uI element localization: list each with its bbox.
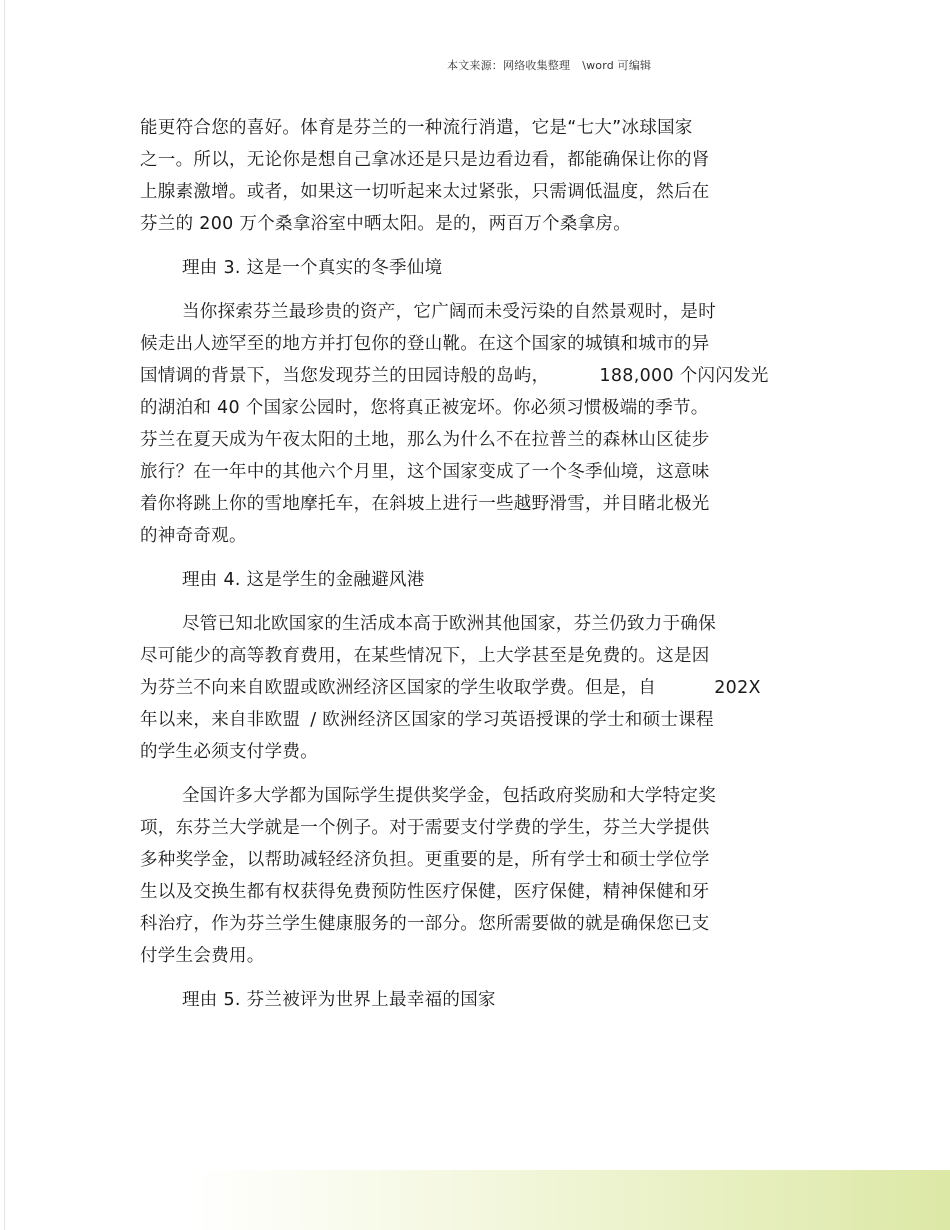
text-fragment: / 欧洲经济区国家的学习英语授课的学士和硕士课程 (310, 710, 714, 730)
paragraph-sports (140, 112, 800, 240)
text-line: 旅行？在一年中的其他六个月里，这个国家变成了一个冬季仙境，这意味 (140, 462, 710, 482)
decorative-footer-band (190, 1170, 950, 1230)
text-fragment: 202X (714, 678, 761, 698)
text-line: 的神奇奇观。 (140, 526, 247, 546)
text-fragment: 国情调的背景下，当您发现芬兰的田园诗般的岛屿， (140, 366, 550, 386)
section-heading: 理由 3. 这是一个真实的冬季仙境 (182, 258, 443, 278)
text-line: 生以及交换生都有权获得免费预防性医疗保健，医疗保健，精神保健和牙 (140, 882, 710, 902)
text-line: 的湖泊和 40 个国家公园时，您将真正被宠坏。你必须习惯极端的季节。 (140, 398, 709, 418)
text-line (140, 704, 800, 736)
text-line (140, 360, 800, 392)
text-line: 候走出人迹罕至的地方并打包你的登山靴。在这个国家的城镇和城市的异 (140, 334, 710, 354)
text-line: 当你探索芬兰最珍贵的资产，它广阔而未受污染的自然景观时，是时 (182, 302, 716, 322)
heading-reason-4 (140, 564, 800, 596)
heading-reason-3 (140, 252, 800, 284)
text-line: 能更符合您的喜好。体育是芬兰的一种流行消遣，它是“七大”冰球国家 (140, 118, 693, 138)
text-line: 着你将跳上你的雪地摩托车，在斜坡上进行一些越野滑雪，并目睹北极光 (140, 494, 710, 514)
edit-label: \word 可编辑 (582, 59, 652, 72)
text-line: 尽可能少的高等教育费用，在某些情况下，上大学甚至是免费的。这是因 (140, 646, 710, 666)
text-line: 付学生会费用。 (140, 946, 265, 966)
document-body (140, 112, 800, 1028)
text-line: 之一。所以，无论你是想自己拿冰还是只是边看边看，都能确保让你的肾 (140, 150, 710, 170)
section-heading: 理由 4. 这是学生的金融避风港 (182, 570, 425, 590)
text-line: 全国许多大学都为国际学生提供奖学金，包括政府奖励和大学特定奖 (182, 786, 716, 806)
text-fragment: 188,000 个闪闪发光 (599, 366, 769, 386)
text-line: 上腺素激增。或者，如果这一切听起来太过紧张，只需调低温度，然后在 (140, 182, 710, 202)
text-line: 的学生必须支付学费。 (140, 742, 318, 762)
text-line: 芬兰在夏天成为午夜太阳的土地，那么为什么不在拉普兰的森林山区徒步 (140, 430, 710, 450)
text-line: 项，东芬兰大学就是一个例子。对于需要支付学费的学生，芬兰大学提供 (140, 818, 710, 838)
text-line: 尽管已知北欧国家的生活成本高于欧洲其他国家，芬兰仍致力于确保 (182, 614, 716, 634)
text-line: 芬兰的 200 万个桑拿浴室中晒太阳。是的，两百万个桑拿房。 (140, 214, 632, 234)
section-heading: 理由 5. 芬兰被评为世界上最幸福的国家 (182, 990, 496, 1010)
text-line: 多种奖学金，以帮助减轻经济负担。更重要的是，所有学士和硕士学位学 (140, 850, 710, 870)
source-label: 本文来源：网络收集整理 (447, 59, 571, 72)
paragraph-finance (140, 608, 800, 768)
paragraph-scholarships (140, 780, 800, 972)
page-edge (4, 0, 5, 1230)
text-fragment: 年以来，来自非欧盟 (140, 710, 301, 730)
header-note (447, 57, 651, 73)
text-line (140, 672, 800, 704)
paragraph-winter (140, 296, 800, 552)
text-line: 科治疗，作为芬兰学生健康服务的一部分。您所需要做的就是确保您已支 (140, 914, 710, 934)
text-fragment: 为芬兰不向来自欧盟或欧洲经济区国家的学生收取学费。但是，自 (140, 678, 657, 698)
heading-reason-5 (140, 984, 800, 1016)
